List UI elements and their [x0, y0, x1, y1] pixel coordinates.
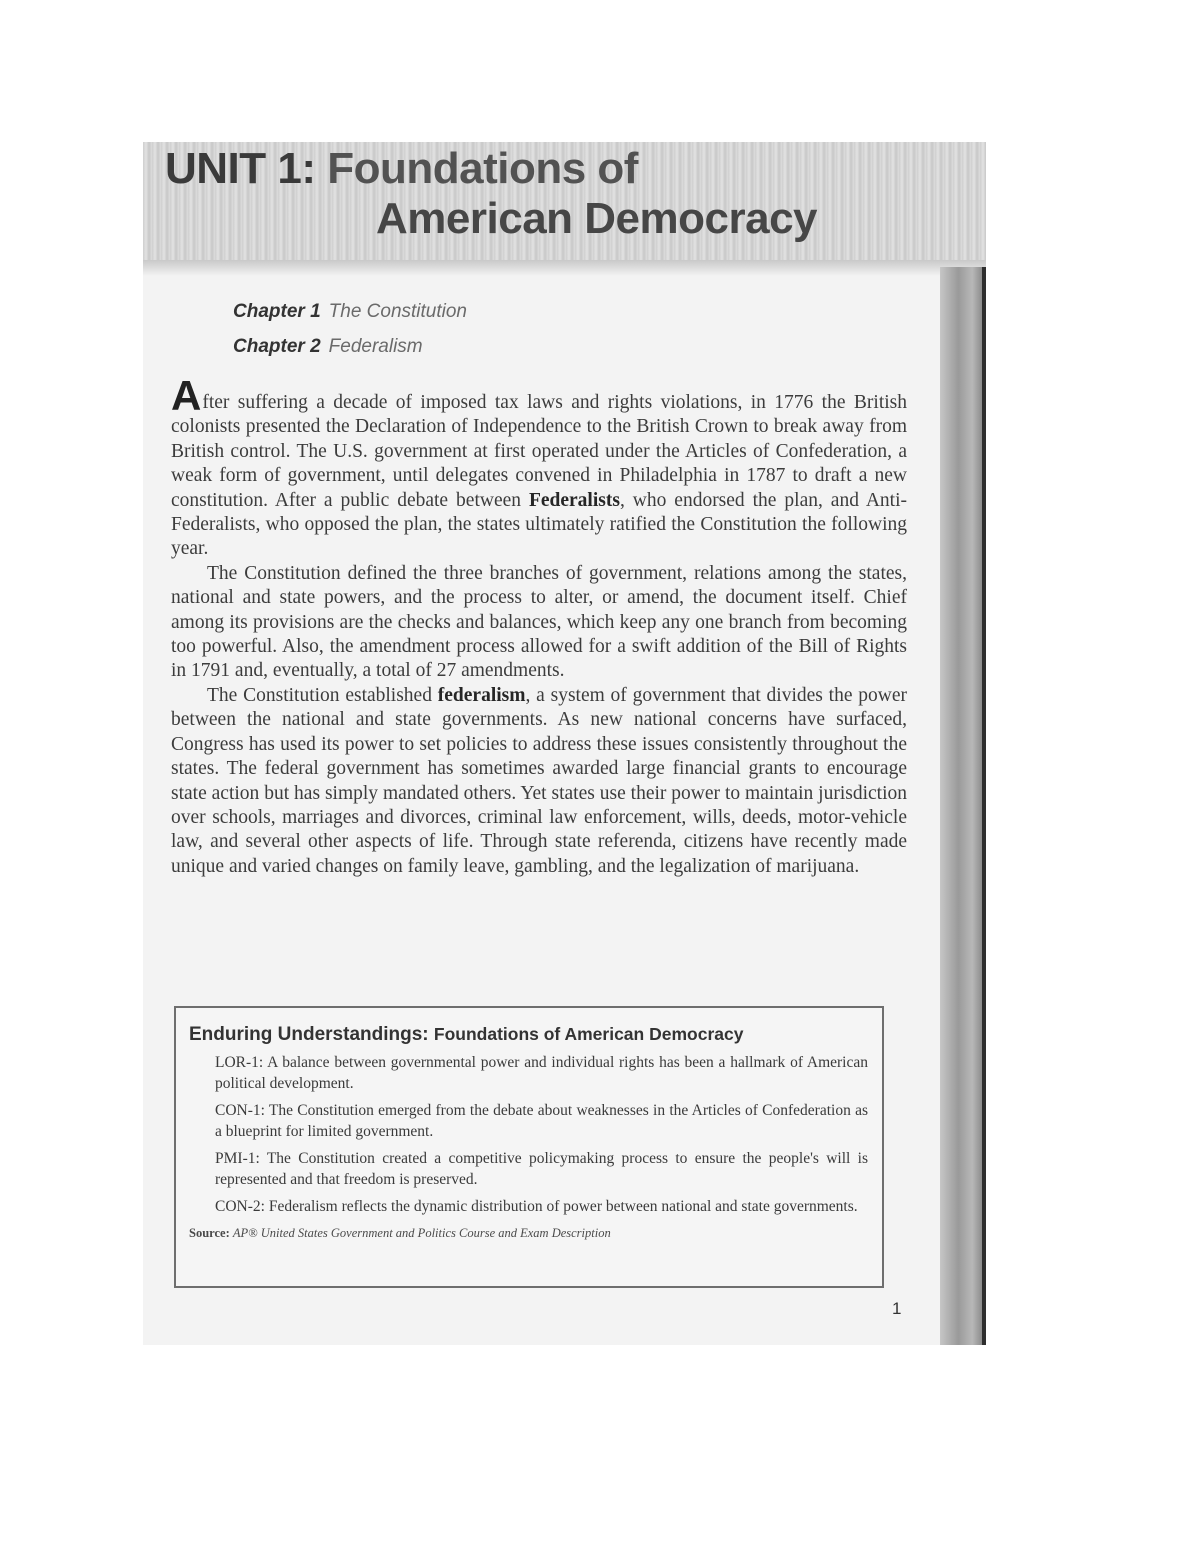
body-paragraph-2: The Constitution defined the three branches of government, relations among the states, national and state powers, and the process to alter, or amend, the document itself. Chief among its provisions are the checks and balances, which keep any one branch from becoming too powerful. Also, the amendment process allowed for a swift addition of the Bill of Rights in 1791 and, eventually, a total of 27 amendments.: [171, 562, 907, 682]
eu-title-main: Enduring Understandings:: [189, 1024, 429, 1045]
chapter-number: Chapter 1: [233, 301, 321, 322]
eu-item: PMI-1: The Constitution created a competitive policymaking process to ensure the people's will is represented and that freedom is preserved.: [215, 1150, 868, 1188]
eu-item: CON-1: The Constitution emerged from the debate about weaknesses in the Articles of Confederation as a blueprint for limited government.: [215, 1102, 868, 1140]
scanned-page: [143, 142, 986, 1345]
unit-title-line1: Foundations of: [327, 144, 638, 193]
title-banner-shadow: [143, 260, 986, 276]
chapter-list: [233, 294, 467, 364]
body-paragraph-3-text-b: , a system of government that divides the power between the national and state governments. As new national concerns have surfaced, Congress has used its power to set policies to address these issues consistently throughout the states. The federal government has sometimes awarded large financial grants to encourage state action but has simply mandated others. Yet states use their power to maintain jurisdiction over schools, marriages and divorces, criminal law enforcement, wills, deeds, motor-vehicle law, and several other aspects of life. Through state referenda, citizens have recently made unique and varied changes on family leave, gambling, and the legalization of marijuana.: [171, 684, 907, 877]
chapter-name: The Constitution: [328, 301, 467, 322]
body-paragraph-3: [171, 684, 907, 879]
eu-item: CON-2: Federalism reflects the dynamic distribution of power between national and state governments.: [215, 1198, 858, 1215]
chapter-name: Federalism: [328, 336, 423, 357]
body-paragraph-1-text-a: fter suffering a decade of imposed tax laws and rights violations, in 1776 the British colonists presented the Declaration of Independence to the British Crown to break away from British control. The U.S. government at first operated under the Articles of Confederation, a weak form of government, until delegates convened in Philadelphia in 1787 to draft a new constitution. After a public debate between: [171, 392, 907, 511]
chapter-item: [233, 294, 467, 329]
body-paragraph-3-text-a: The Constitution established: [207, 684, 438, 706]
eu-source-text: AP® United States Government and Politics Course and Exam Description: [232, 1226, 611, 1240]
chapter-number: Chapter 2: [233, 336, 321, 357]
unit-label: UNIT 1:: [165, 144, 316, 193]
chapter-item: [233, 329, 467, 364]
drop-cap: A: [171, 372, 202, 419]
body-paragraph-1: [171, 372, 907, 562]
eu-title-sub: Foundations of American Democracy: [433, 1024, 744, 1044]
enduring-understandings-title: [189, 1022, 868, 1047]
enduring-understandings-box: [174, 1006, 884, 1288]
unit-title-line2: American Democracy: [376, 194, 818, 243]
page-edge-border: [982, 267, 986, 1345]
key-term-federalists: Federalists: [528, 489, 620, 511]
unit-title: [165, 144, 638, 194]
key-term-federalism: federalism: [437, 684, 526, 706]
eu-item: LOR-1: A balance between governmental power and individual rights has been a hallmark of American political development.: [215, 1054, 868, 1092]
page-edge-shadow: [940, 267, 986, 1345]
eu-source-label: Source:: [189, 1226, 230, 1240]
body-text: [171, 372, 907, 879]
body-paragraph-1-text-b: , who endorsed the plan, and Anti-Federalists, who opposed the plan, the states ultimately ratified the Constitution the following year.: [171, 489, 907, 560]
eu-source: [189, 1225, 868, 1241]
page-number: 1: [892, 1299, 902, 1318]
